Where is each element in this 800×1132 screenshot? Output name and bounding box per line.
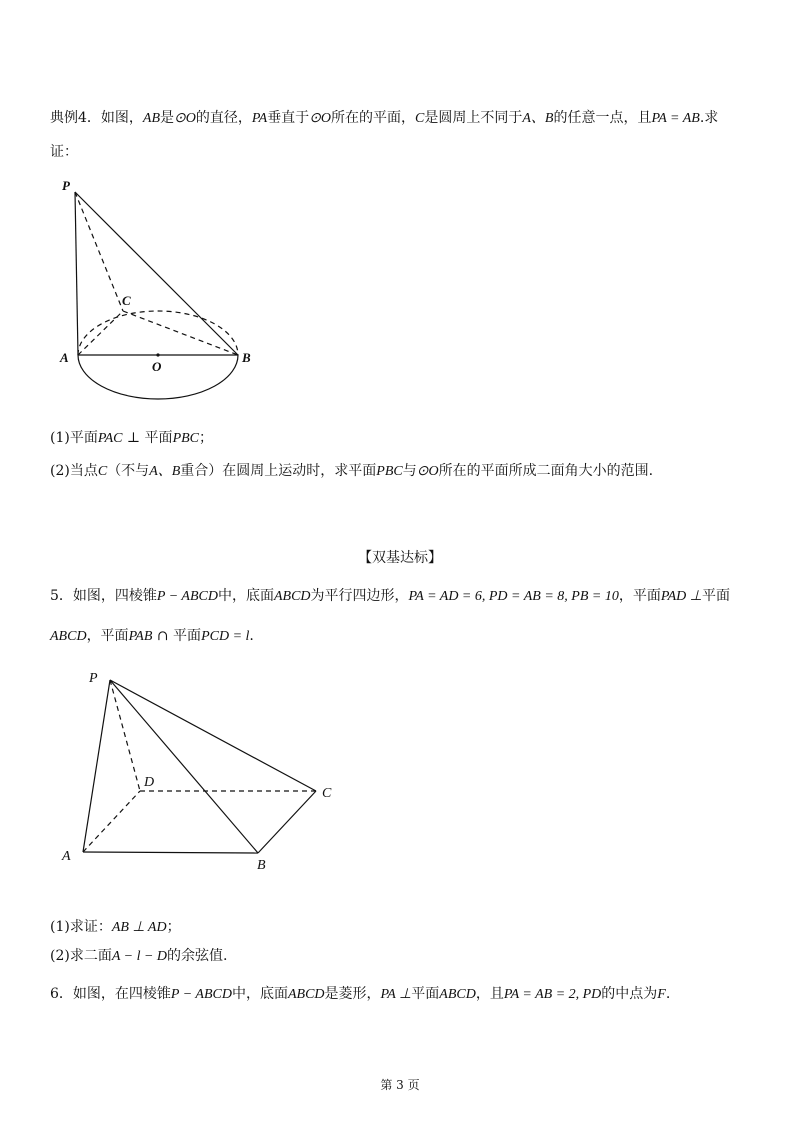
ex6-statement-line1: 6．如图，在四棱锥P − ABCD中，底面ABCD是菱形，PA ⊥平面ABCD，且PA = AB = 2, PD的中点为F. <box>50 986 671 1002</box>
ex4-label-p: P <box>62 178 70 193</box>
page-footer: 第 3 页 <box>380 1078 420 1092</box>
ex5-statement-line1: 5．如图，四棱锥P − ABCD中，底面ABCD为平行四边形，PA = AD = 6, PD = AB = 8, PB = 10，平面PAD ⊥平面 <box>50 588 730 604</box>
ex5-label-c: C <box>322 786 332 801</box>
segment-pc <box>110 680 316 791</box>
ex5-question-1: (1)求证：AB ⊥ AD； <box>50 919 181 935</box>
ex4-label-o: O <box>152 359 162 374</box>
segment-ab <box>83 852 258 853</box>
base-circle-back-arc <box>78 311 238 355</box>
ex5-label-p: P <box>89 671 98 686</box>
ex4-question-2: (2)当点C（不与A、B重合）在圆周上运动时，求平面PBC与⊙O所在的平面所成二面角大小的范围. <box>50 463 654 479</box>
segment-bc <box>258 791 316 853</box>
ex5-figure <box>83 680 316 853</box>
segment-pc <box>75 192 123 311</box>
ex4-label-a: A <box>60 350 69 365</box>
ex4-statement-line2: 证： <box>50 144 78 160</box>
center-point-o <box>156 353 159 356</box>
ex4-label-c: C <box>122 293 131 308</box>
ex4-question-1: (1)平面PAC ⊥ 平面PBC； <box>50 430 214 446</box>
ex5-label-a: A <box>62 849 71 864</box>
ex5-label-b: B <box>257 858 266 873</box>
segment-cb <box>123 311 238 355</box>
section-heading: 【双基达标】 <box>358 550 442 566</box>
ex5-statement-line2: ABCD，平面PAB ∩ 平面PCD = l. <box>50 628 254 644</box>
ex4-statement-line1: 典例4．如图，AB是⊙O的直径，PA垂直于⊙O所在的平面，C是圆周上不同于A、B的任意一点，且PA = AB.求 <box>50 110 719 126</box>
ex5-question-2: (2)求二面A − l − D的余弦值. <box>50 948 228 964</box>
segment-pb <box>110 680 258 853</box>
ex5-label-d: D <box>144 775 155 790</box>
segment-pb <box>75 192 238 355</box>
segment-pa <box>83 680 110 852</box>
ex4-label-b: B <box>242 350 251 365</box>
segment-pa <box>75 192 78 355</box>
